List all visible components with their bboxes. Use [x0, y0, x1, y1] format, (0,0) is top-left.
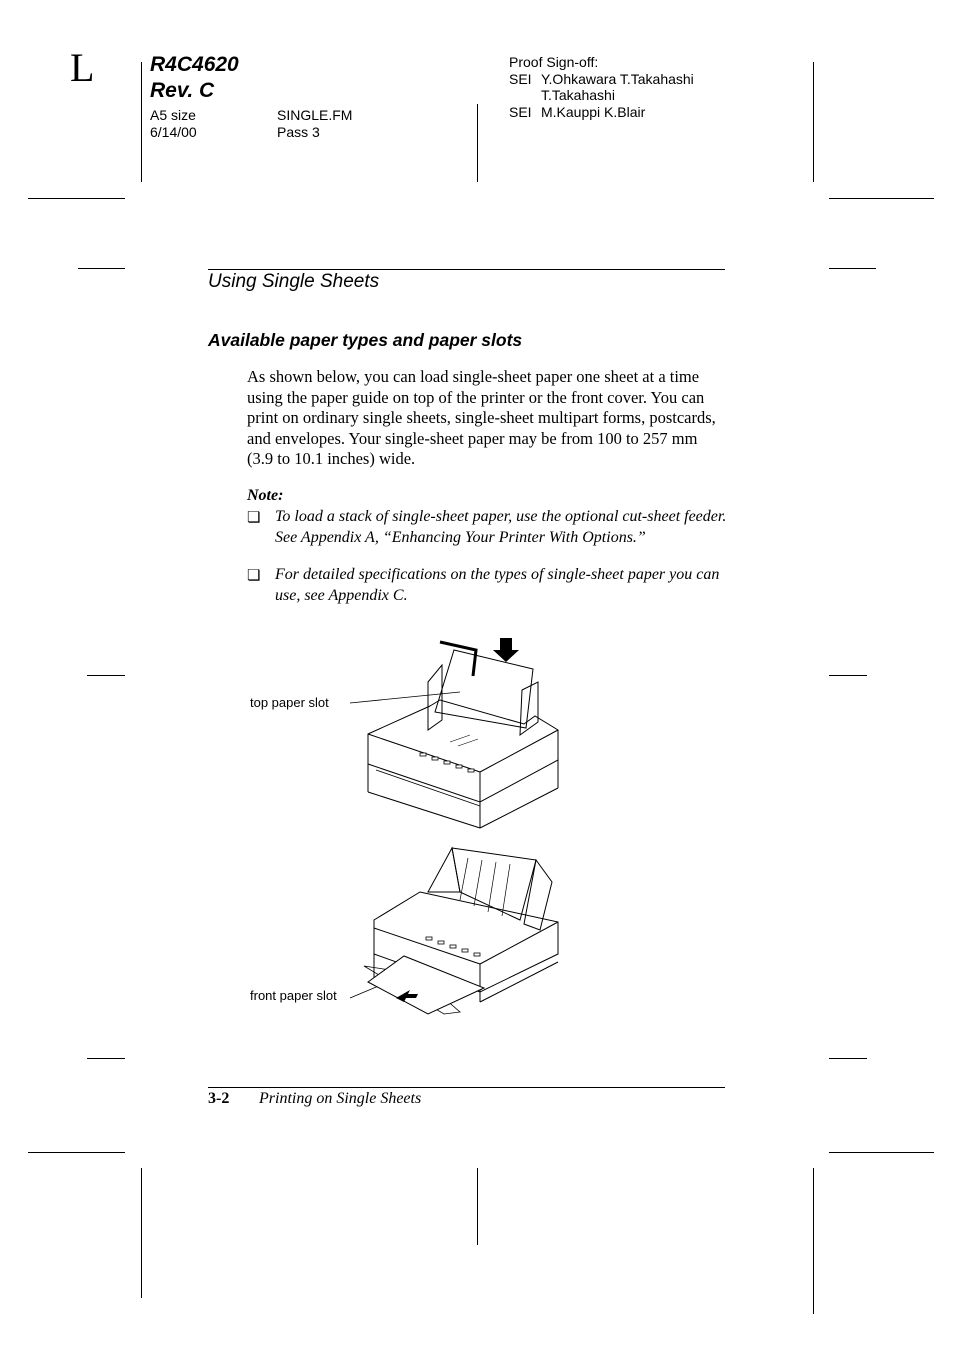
- subsection-title: Available paper types and paper slots: [208, 330, 523, 350]
- page-number: 3-2: [208, 1090, 230, 1107]
- note-label: Note:: [247, 487, 284, 504]
- paper-size: A5 size: [150, 107, 196, 123]
- crop-mark: [87, 675, 125, 676]
- crop-mark: [829, 1152, 934, 1153]
- signoff-names: T.Takahashi: [541, 87, 615, 103]
- top-printer-drawing: [350, 638, 558, 828]
- crop-mark: [28, 1152, 125, 1153]
- revision: Rev. C: [150, 79, 215, 102]
- note-item: For detailed specifications on the types of single-sheet paper you can use, see Appendix C.: [275, 566, 720, 604]
- corner-letter: L: [70, 45, 95, 90]
- section-title: Using Single Sheets: [208, 271, 380, 292]
- crop-mark: [477, 104, 478, 182]
- crop-mark: [78, 268, 125, 269]
- down-arrow-icon: [493, 638, 519, 662]
- front-slot-label: front paper slot: [250, 988, 337, 1003]
- checkbox-bullet-icon: ❏: [247, 510, 261, 526]
- top-slot-label: top paper slot: [250, 695, 329, 710]
- crop-mark: [813, 1168, 814, 1314]
- crop-mark: [813, 62, 814, 182]
- chapter-title: Printing on Single Sheets: [259, 1090, 422, 1107]
- pass: Pass 3: [277, 124, 320, 140]
- crop-mark: [141, 62, 142, 182]
- date: 6/14/00: [150, 124, 197, 140]
- crop-mark: [829, 198, 934, 199]
- crop-mark: [477, 1168, 478, 1245]
- crop-mark: [87, 1058, 125, 1059]
- footer-rule: [208, 1087, 725, 1088]
- job-code: [150, 52, 239, 104]
- printer-illustration: [340, 630, 580, 1030]
- body-paragraph: As shown below, you can load single-sheet paper one sheet at a time using the paper guide on top of the printer or the front cover. You can print on ordinary single sheets, single-sheet multipart forms, postcards, and envelopes. Your single-sheet paper may be from 100 to 257 mm (3.9 to 10.1 inches) wide.: [247, 367, 716, 468]
- crop-mark: [28, 198, 125, 199]
- job-code-number: R4C4620: [150, 53, 239, 76]
- crop-mark: [141, 1168, 142, 1298]
- crop-mark: [829, 1058, 867, 1059]
- signoff-org: SEI: [509, 104, 532, 120]
- note-item: To load a stack of single-sheet paper, use the optional cut-sheet feeder. See Appendix A, “Enhancing Your Printer With Options.”: [275, 508, 727, 546]
- proof-label: Proof Sign-off:: [509, 54, 599, 70]
- signoff-org: SEI: [509, 71, 532, 87]
- crop-mark: [829, 268, 876, 269]
- signoff-names: Y.Ohkawara T.Takahashi: [541, 71, 694, 87]
- bottom-printer-drawing: [350, 848, 558, 1014]
- signoff-names: M.Kauppi K.Blair: [541, 104, 646, 120]
- section-rule: [208, 269, 725, 270]
- checkbox-bullet-icon: ❏: [247, 568, 261, 584]
- file-name: SINGLE.FM: [277, 107, 353, 123]
- crop-mark: [829, 675, 867, 676]
